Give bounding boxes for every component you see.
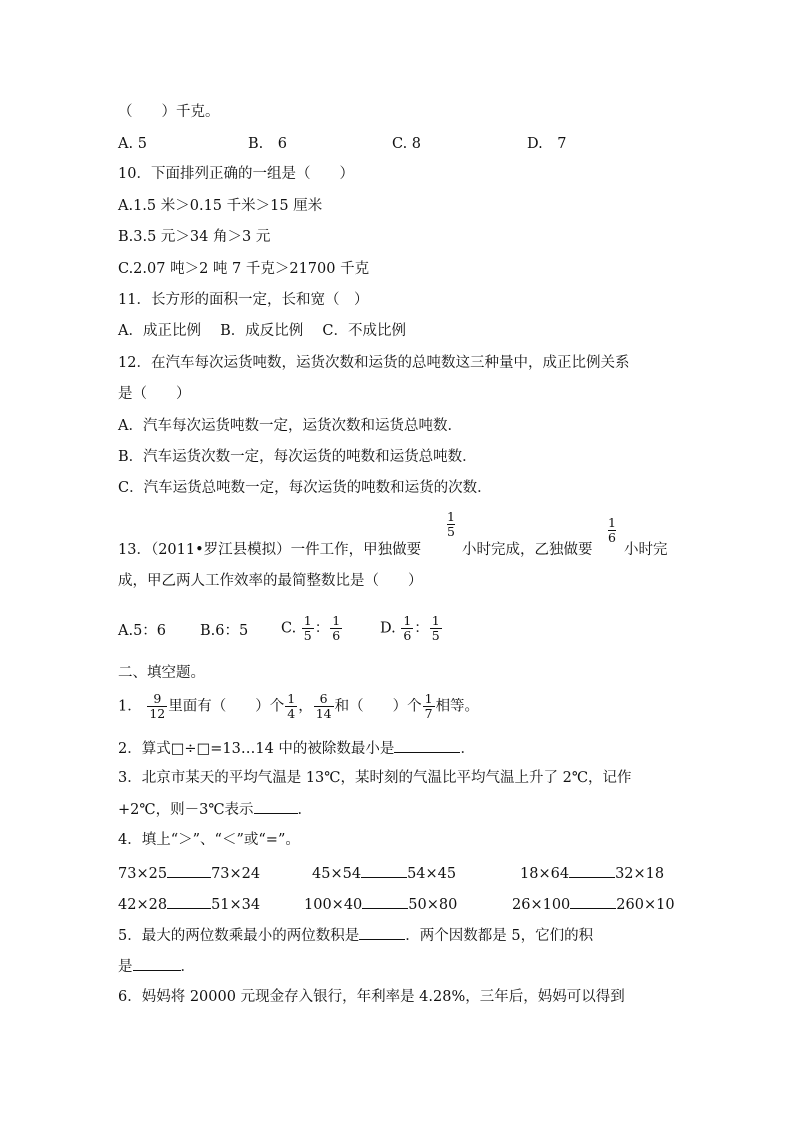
fill-q4-stem: 4．填上“＞”、“＜”或“=”。 [118, 832, 300, 848]
answer-blank[interactable] [167, 894, 211, 909]
fraction-6-14: $\frac{6}{14}$ [315, 691, 332, 721]
q9-option-a: A. 5 [118, 136, 147, 152]
question-text: ．两个因数都是 5，它们的积 [405, 928, 594, 944]
compare-item: 100×40 50×80 [304, 894, 457, 915]
question-end: ． [180, 959, 195, 975]
fill-q5-line2 [118, 956, 195, 977]
fill-q6-line1: 6．妈妈将 20000 元现金存入银行，年利率是 4.28%，三年后，妈妈可以得到 [118, 989, 625, 1005]
compare-item: 26×100 260×10 [512, 894, 675, 915]
question-end: ． [460, 741, 475, 757]
fill-q3-line2 [118, 799, 312, 820]
option-label: D. [380, 620, 396, 637]
answer-blank[interactable] [569, 863, 615, 878]
q12-option-b: B．汽车运货次数一定，每次运货的吨数和运货总吨数． [118, 449, 477, 465]
answer-blank[interactable] [133, 956, 181, 971]
fraction-denominator: 6 [608, 530, 616, 545]
answer-blank[interactable] [394, 738, 460, 753]
q13-stem-line2: 成，甲乙两人工作效率的最简整数比是（ ） [118, 573, 423, 589]
fraction-1-6: $\frac{1}{6}$ [332, 613, 341, 643]
q12-stem-line1: 12．在汽车每次运货吨数，运货次数和运货的总吨数这三种量中，成正比例关系 [118, 355, 630, 371]
fraction-numerator: 1 [608, 515, 616, 530]
question-number: 1． [118, 698, 142, 715]
answer-blank[interactable] [359, 925, 405, 940]
question-text: +2℃，则－3℃表示 [118, 802, 254, 818]
fraction-1-6: $\frac{1}{6}$ [403, 613, 412, 643]
section-heading-fill-in: 二、填空题。 [118, 665, 205, 681]
text-segment: 和（ ）个 [334, 698, 422, 715]
question-text: 是 [118, 959, 133, 975]
q11-options: A．成正比例 B．成反比例 C．不成比例 [118, 323, 406, 339]
answer-blank[interactable] [570, 894, 616, 909]
question-text: 2．算式□÷□=13…14 中的被除数最小是 [118, 741, 395, 757]
fraction-numerator: 1 [447, 509, 455, 524]
question-text: 5．最大的两位数乘最小的两位数积是 [118, 928, 360, 944]
q9-tail: （ ）千克。 [118, 104, 220, 120]
fraction-denominator: 5 [447, 524, 455, 539]
q10-option-a: A.1.5 米＞0.15 千米＞15 厘米 [118, 198, 323, 214]
q12-option-a: A．汽车每次运货吨数一定，运货次数和运货总吨数． [118, 418, 462, 434]
q13-option-d [380, 614, 443, 643]
q9-option-b: B. 6 [248, 136, 287, 152]
q13-stem-b: 小时完成，乙独做要 [462, 542, 593, 558]
q13-option-c [281, 614, 343, 643]
answer-blank[interactable] [167, 863, 211, 878]
fill-q1 [118, 692, 479, 721]
fraction-1-7: $\frac{1}{7}$ [424, 691, 433, 721]
fraction-1-4: $\frac{1}{4}$ [287, 691, 296, 721]
fill-q3-line1: 3．北京市某天的平均气温是 13℃，某时刻的气温比平均气温上升了 2℃，记作 [118, 770, 632, 786]
q13-fraction-1-6 [608, 516, 616, 545]
q13-stem-line1-end: 小时完 [624, 542, 668, 558]
compare-item: 73×25 73×24 [118, 863, 260, 884]
answer-blank[interactable] [254, 799, 298, 814]
fraction-1-5: $\frac{1}{5}$ [431, 613, 440, 643]
q13-option-b: B.6：5 [200, 623, 249, 639]
compare-item: 45×54 54×45 [312, 863, 456, 884]
q11-stem: 11．长方形的面积一定，长和宽（ ） [118, 292, 369, 308]
fraction-9-12: $\frac{9}{12}$ [149, 691, 166, 721]
fill-q5-line1 [118, 925, 593, 946]
fraction-1-5: $\frac{1}{5}$ [303, 613, 312, 643]
ratio-colon: ： [314, 620, 330, 637]
answer-blank[interactable] [361, 863, 407, 878]
ratio-colon: ： [414, 620, 429, 637]
text-segment: 相等。 [435, 698, 480, 715]
compare-item: 42×28 51×34 [118, 894, 260, 915]
text-segment: ， [298, 698, 313, 715]
q10-option-b: B.3.5 元＞34 角＞3 元 [118, 229, 271, 245]
q13-stem-a: 13．（2011•罗江县模拟）一件工作，甲独做要 [118, 542, 422, 558]
q12-stem-line2: 是（ ） [118, 386, 191, 402]
answer-blank[interactable] [362, 894, 408, 909]
q9-option-d: D. 7 [527, 136, 567, 152]
q13-option-a: A.5：6 [118, 623, 167, 639]
fill-q2 [118, 738, 475, 759]
text-segment: 里面有（ ）个 [168, 698, 285, 715]
q12-option-c: C．汽车运货总吨数一定，每次运货的吨数和运货的次数． [118, 480, 492, 496]
compare-item: 18×64 32×18 [520, 863, 664, 884]
q13-fraction-1-5 [447, 510, 455, 539]
q10-stem: 10．下面排列正确的一组是（ ） [118, 166, 354, 182]
q10-option-c: C.2.07 吨＞2 吨 7 千克＞21700 千克 [118, 261, 370, 277]
option-label: C. [281, 620, 297, 637]
q9-option-c: C. 8 [392, 136, 422, 152]
question-end: ． [297, 802, 313, 818]
q13-stem-line1 [118, 540, 421, 560]
